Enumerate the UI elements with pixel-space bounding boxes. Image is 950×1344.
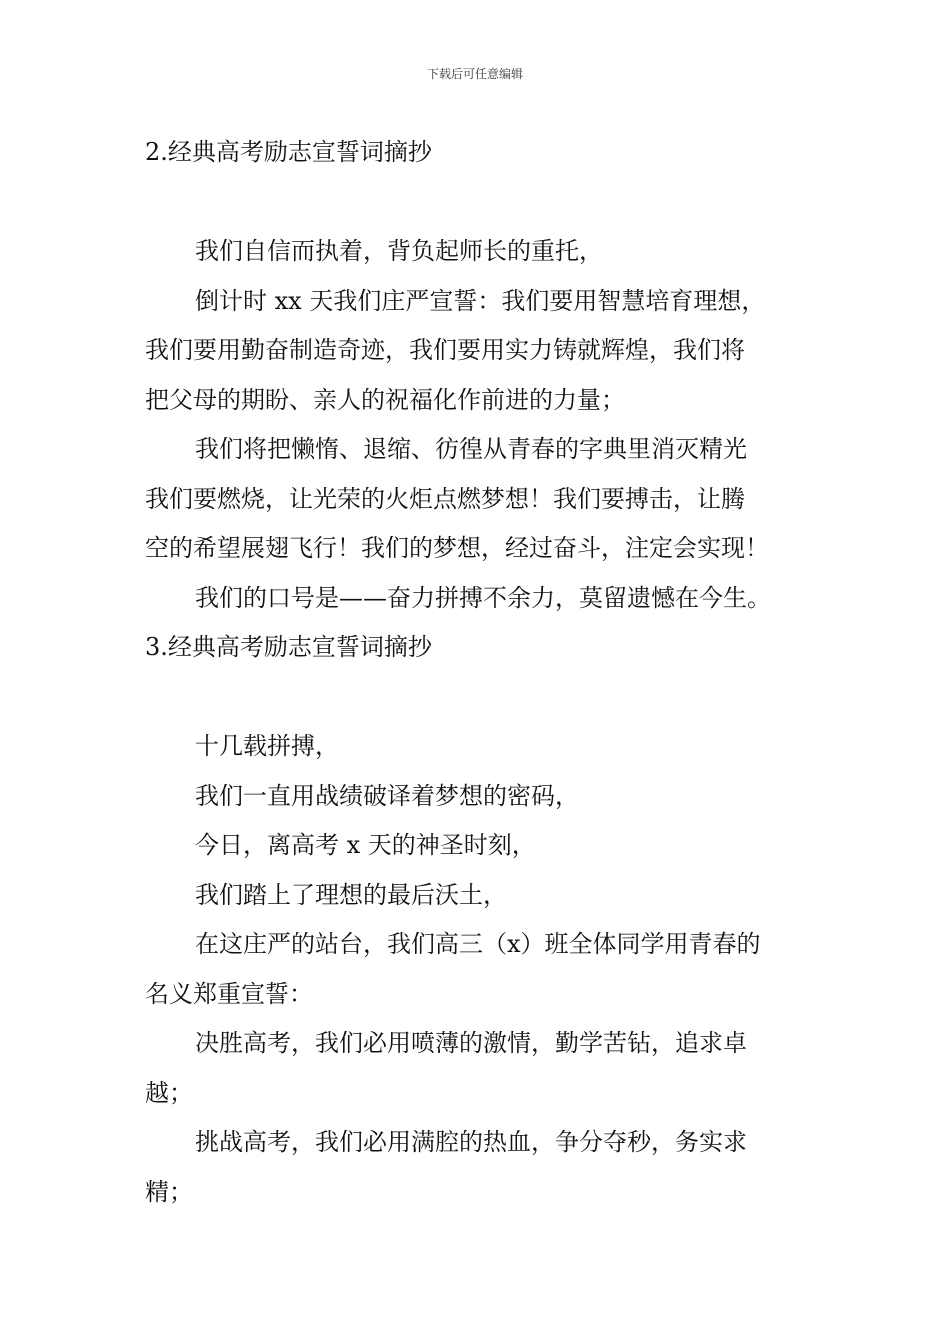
paragraph-line: 空的希望展翅飞行！我们的梦想，经过奋斗，注定会实现！ — [145, 534, 769, 562]
paragraph-line: 我们的口号是——奋力拼搏不余力，莫留遗憾在今生。 — [195, 583, 771, 612]
paragraph-line: 越； — [145, 1078, 193, 1107]
paragraph-line: 我们一直用战绩破译着梦想的密码， — [195, 781, 579, 810]
page-header: 下载后可任意编辑 — [426, 67, 523, 81]
section-2-heading: 2.经典高考励志宣誓词摘抄 — [145, 138, 432, 166]
paragraph-line: 把父母的期盼、亲人的祝福化作前进的力量； — [145, 385, 625, 414]
paragraph-line: 决胜高考，我们必用喷薄的激情，勤学苦钻，追求卓 — [195, 1029, 747, 1057]
paragraph-line: 挑战高考，我们必用满腔的热血，争分夺秒，务实求 — [195, 1128, 747, 1156]
document-body — [145, 128, 815, 1217]
paragraph-line: 名义郑重宣誓： — [145, 979, 313, 1008]
paragraph-line: 在这庄严的站台，我们高三（x）班全体同学用青春的 — [195, 930, 761, 958]
paragraph-line: 我们自信而执着，背负起师长的重托， — [195, 237, 603, 265]
paragraph-line: 我们要燃烧，让光荣的火炬点燃梦想！我们要搏击，让腾 — [145, 484, 745, 513]
section-3-heading: 3.经典高考励志宣誓词摘抄 — [145, 633, 432, 661]
paragraph-line: 我们要用勤奋制造奇迹，我们要用实力铸就辉煌，我们将 — [145, 336, 745, 364]
blank-line — [145, 178, 815, 228]
paragraph-line: 我们将把懒惰、退缩、彷徨从青春的字典里消灭精光 — [195, 435, 747, 463]
blank-line — [145, 673, 815, 723]
paragraph-line: 倒计时 xx 天我们庄严宣誓：我们要用智慧培育理想， — [195, 286, 766, 315]
paragraph-line: 精； — [145, 1177, 193, 1206]
paragraph-line: 今日，离高考 x 天的神圣时刻， — [195, 831, 536, 859]
paragraph-line: 我们踏上了理想的最后沃土， — [195, 880, 507, 909]
paragraph-line: 十几载拼搏， — [195, 732, 339, 760]
